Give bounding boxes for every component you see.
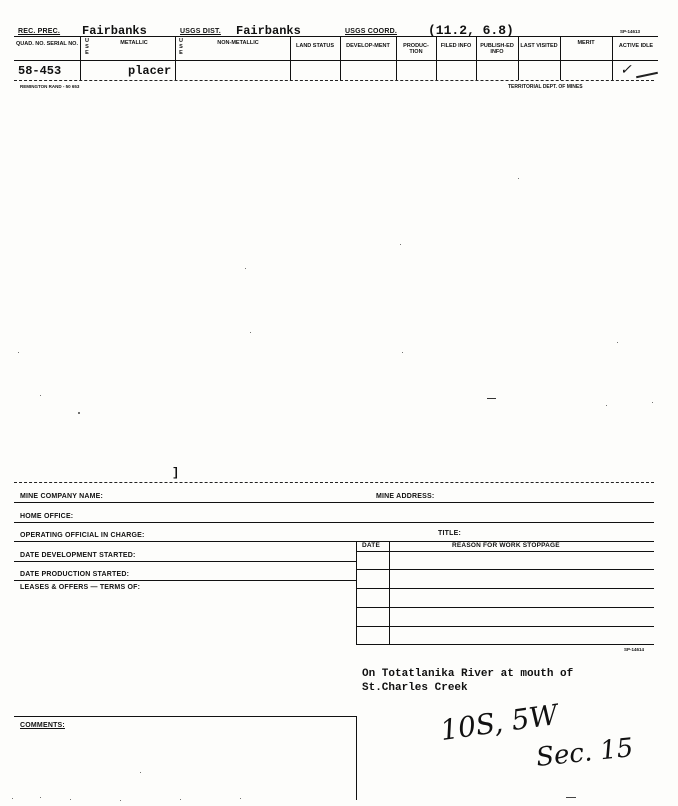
speck xyxy=(18,352,19,353)
comments-label: COMMENTS: xyxy=(20,722,65,729)
date-header: DATE xyxy=(362,542,381,549)
printer-footer: REMINGTON RAND - 50 653 xyxy=(20,84,80,89)
stoppage-left-border xyxy=(356,541,357,644)
speck xyxy=(250,332,251,333)
rec-prec-label: REC. PREC. xyxy=(18,28,61,35)
col-published-info: PUBLISH-ED INFO xyxy=(480,43,514,55)
usgs-coord-value: (11.2, 6.8) xyxy=(428,23,514,38)
home-office-rule xyxy=(14,522,654,523)
usgs-dist-label: USGS DIST. xyxy=(180,28,221,35)
comments-divider xyxy=(356,716,357,800)
stoppage-header-rule xyxy=(356,551,654,552)
speck xyxy=(120,800,121,801)
speck xyxy=(40,395,41,396)
operating-official-label: OPERATING OFFICIAL IN CHARGE: xyxy=(20,532,145,539)
stoppage-row-rule xyxy=(356,569,654,570)
form-number-bottom: SP-14614 xyxy=(624,647,645,652)
col-divider xyxy=(518,37,519,80)
speck xyxy=(518,178,519,179)
quad-serial-value: 58-453 xyxy=(18,64,62,78)
col-divider xyxy=(612,37,613,80)
comments-top-rule xyxy=(14,716,356,717)
speck xyxy=(240,798,241,799)
col-use-1: U S E xyxy=(85,38,89,56)
col-divider xyxy=(436,37,437,80)
col-quad-no: QUAD. NO. xyxy=(16,41,46,47)
bracket-mark: ] xyxy=(172,466,180,480)
metallic-value: placer xyxy=(128,64,172,78)
date-production-rule xyxy=(14,580,356,581)
rec-prec-value: Fairbanks xyxy=(82,24,147,38)
speck xyxy=(180,799,181,800)
speck xyxy=(617,342,618,343)
col-active-idle: ACTIVE IDLE xyxy=(618,43,654,49)
speck xyxy=(245,268,246,269)
col-divider xyxy=(340,37,341,80)
mine-address-label: MINE ADDRESS: xyxy=(376,493,435,500)
speck xyxy=(652,402,653,403)
speck xyxy=(402,352,403,353)
handwritten-township: 10S, 5W xyxy=(438,697,560,748)
title-label: TITLE: xyxy=(438,530,461,537)
date-development-rule xyxy=(14,561,356,562)
department-footer: TERRITORIAL DEPT. OF MINES xyxy=(508,84,583,90)
handwritten-section: Sec. 15 xyxy=(534,732,635,774)
active-check-mark: ✓ xyxy=(620,62,632,78)
col-divider xyxy=(80,37,81,80)
speck xyxy=(400,244,401,245)
usgs-dist-value: Fairbanks xyxy=(236,24,301,38)
reason-header: REASON FOR WORK STOPPAGE xyxy=(452,542,560,549)
col-land-status: LAND STATUS xyxy=(296,43,334,49)
col-development: DEVELOP-MENT xyxy=(346,43,390,49)
mine-company-label: MINE COMPANY NAME: xyxy=(20,493,104,500)
col-divider xyxy=(396,37,397,80)
column-header-rule xyxy=(14,60,658,61)
col-divider xyxy=(476,37,477,80)
speck xyxy=(140,772,141,773)
col-divider xyxy=(290,37,291,80)
date-development-label: DATE DEVELOPMENT STARTED: xyxy=(20,552,136,559)
col-non-metallic: NON-METALLIC xyxy=(217,40,259,46)
speck xyxy=(487,398,496,399)
col-serial-no: SERIAL NO. xyxy=(46,41,78,47)
speck xyxy=(566,797,576,798)
stoppage-row-rule xyxy=(356,644,654,645)
stoppage-row-rule xyxy=(356,588,654,589)
col-last-visited: LAST VISITED xyxy=(520,43,558,49)
usgs-coord-label: USGS COORD. xyxy=(345,28,397,35)
speck xyxy=(606,405,607,406)
col-divider xyxy=(175,37,176,80)
col-metallic: METALLIC xyxy=(120,40,148,46)
location-line-1: On Totatlanika River at mouth of xyxy=(362,668,574,680)
top-dashed-rule xyxy=(14,482,654,483)
speck xyxy=(12,798,13,799)
stoppage-date-divider xyxy=(389,541,390,644)
header-rule xyxy=(14,36,658,37)
location-line-2: St.Charles Creek xyxy=(362,682,468,694)
home-office-label: HOME OFFICE: xyxy=(20,513,74,520)
col-filed-info: FILED INFO xyxy=(440,43,472,49)
speck xyxy=(70,799,71,800)
speck xyxy=(40,797,41,798)
mine-company-rule xyxy=(14,502,654,503)
pen-stroke xyxy=(636,72,658,79)
col-merit: MERIT xyxy=(577,40,595,46)
date-production-label: DATE PRODUCTION STARTED: xyxy=(20,571,130,578)
col-divider xyxy=(560,37,561,80)
col-production: PRODUC-TION xyxy=(403,43,429,55)
row-bottom-rule xyxy=(14,80,654,81)
speck xyxy=(78,412,80,414)
stoppage-row-rule xyxy=(356,626,654,627)
col-use-2: U S E xyxy=(179,38,183,56)
form-number-top: SP-14613 xyxy=(620,29,641,34)
leases-label: LEASES & OFFERS — TERMS OF: xyxy=(20,584,141,591)
stoppage-row-rule xyxy=(356,607,654,608)
